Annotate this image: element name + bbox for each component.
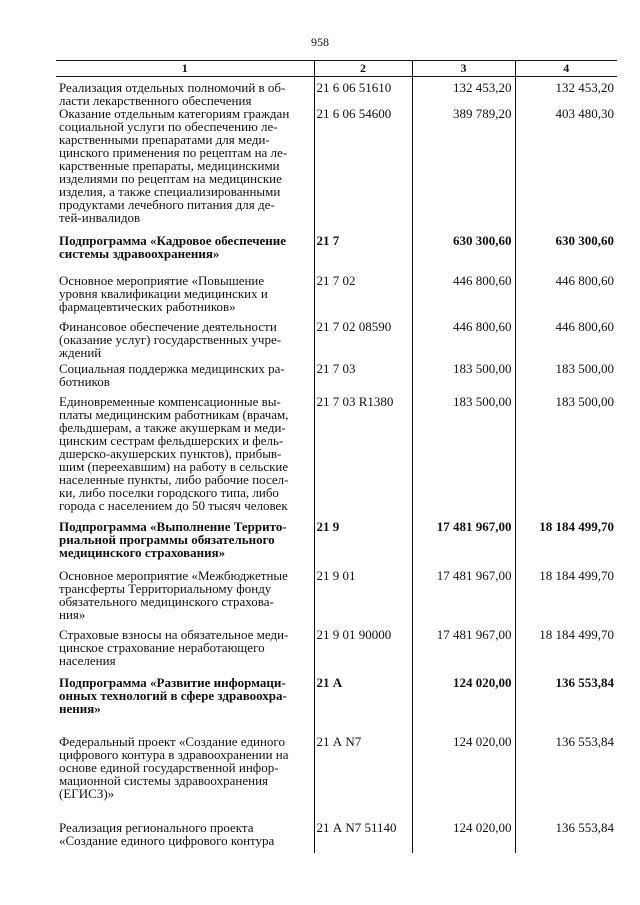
row-name: Оказание отдельным категориям граждан социальной услуги по обеспечению ле- карственными препаратами для меди- цинского применения по рецептам на ле- карственные препараты, медицинскими изделиями по рецептам на медицинские изделия, а также специализированными продуктами лечебного питания для де- тей-инвалидов xyxy=(59,106,290,225)
row-name: Единовременные компенсационные вы- платы медицинским работникам (врачам, фельдшерам, а также акушеркам и меди- цинским сестрам фельдшерских и фель- дшерско-акушерских пунктов), прибыв- шим (переехавшим) на работу в сельские населенные пункты, либо рабочие посел- ки, либо поселки городского типа, либо города с населением до 50 тысяч человек xyxy=(59,394,289,513)
budget-table xyxy=(56,60,617,853)
table-row xyxy=(56,107,617,234)
row-name: Подпрограмма «Выполнение Террито- риальной программы обязательного медицинского страхования» xyxy=(59,519,287,560)
row-value-col3: 124 020,00 xyxy=(412,676,515,735)
row-value-col4: 136 553,84 xyxy=(515,676,617,735)
table-row xyxy=(56,320,617,362)
row-value-col4: 136 553,84 xyxy=(515,735,617,821)
table-row xyxy=(56,395,617,518)
row-value-col4: 183 500,00 xyxy=(515,362,617,395)
row-name: Социальная поддержка медицинских ра- ботников xyxy=(59,361,285,389)
row-value-col3: 132 453,20 xyxy=(412,77,515,108)
table-row xyxy=(56,274,617,320)
row-name: Реализация отдельных полномочий в об- ласти лекарственного обеспечения xyxy=(59,80,286,108)
row-value-col4: 18 184 499,70 xyxy=(515,518,617,569)
row-code: 21 7 02 xyxy=(314,274,412,320)
table-row xyxy=(56,362,617,395)
row-value-col3: 124 020,00 xyxy=(412,821,515,853)
row-value-col3: 183 500,00 xyxy=(412,362,515,395)
row-code: 21 7 02 08590 xyxy=(314,320,412,362)
row-value-col4: 18 184 499,70 xyxy=(515,628,617,676)
row-value-col4: 183 500,00 xyxy=(515,395,617,518)
row-code: 21 А N7 xyxy=(314,735,412,821)
row-value-col3: 124 020,00 xyxy=(412,735,515,821)
row-name: Основное мероприятие «Межбюджетные трансферты Территориальному фонду обязательного медицинского страхова- ния» xyxy=(59,568,288,622)
row-code: 21 А N7 51140 xyxy=(314,821,412,853)
row-name: Подпрограмма «Кадровое обеспечение системы здравоохранения» xyxy=(59,233,287,261)
table-row xyxy=(56,821,617,853)
row-code: 21 9 01 xyxy=(314,569,412,628)
row-value-col4: 132 453,20 xyxy=(515,77,617,108)
row-value-col4: 403 480,30 xyxy=(515,107,617,234)
row-name: Основное мероприятие «Повышение уровня квалификации медицинских и фармацевтических работников» xyxy=(59,273,268,314)
row-value-col4: 446 800,60 xyxy=(515,320,617,362)
row-code: 21 6 06 51610 xyxy=(314,77,412,108)
row-name: Реализация регионального проекта «Создание единого цифрового контура xyxy=(59,820,275,848)
row-value-col3: 630 300,60 xyxy=(412,234,515,274)
table-row xyxy=(56,676,617,735)
row-code: 21 9 xyxy=(314,518,412,569)
row-value-col3: 17 481 967,00 xyxy=(412,628,515,676)
row-value-col3: 389 789,20 xyxy=(412,107,515,234)
row-code: 21 6 06 54600 xyxy=(314,107,412,234)
row-code: 21 А xyxy=(314,676,412,735)
table-row xyxy=(56,735,617,821)
row-name: Подпрограмма «Развитие информаци- онных технологий в сфере здравоохра- нения» xyxy=(59,675,287,716)
column-header-4: 4 xyxy=(515,61,617,77)
row-name: Федеральный проект «Создание единого цифрового контура в здравоохранении на основе единой государственной инфор- мационной системы здравоохранения (ЕГИСЗ)» xyxy=(59,734,289,801)
row-name: Страховые взносы на обязательное меди- цинское страхование неработающего населения xyxy=(59,627,289,668)
row-value-col4: 18 184 499,70 xyxy=(515,569,617,628)
column-header-2: 2 xyxy=(314,61,412,77)
column-header-1: 1 xyxy=(56,61,314,77)
table-row xyxy=(56,628,617,676)
table-row xyxy=(56,569,617,628)
table-header-row xyxy=(56,61,617,77)
column-header-3: 3 xyxy=(412,61,515,77)
row-code: 21 9 01 90000 xyxy=(314,628,412,676)
page-number: 958 xyxy=(311,35,329,49)
row-value-col4: 630 300,60 xyxy=(515,234,617,274)
table-row xyxy=(56,234,617,274)
row-value-col3: 17 481 967,00 xyxy=(412,569,515,628)
row-code: 21 7 xyxy=(314,234,412,274)
table-row xyxy=(56,518,617,569)
table-row xyxy=(56,77,617,108)
row-name: Финансовое обеспечение деятельности (оказание услуг) государственных учре- ждений xyxy=(59,319,282,360)
row-value-col3: 17 481 967,00 xyxy=(412,518,515,569)
row-value-col3: 183 500,00 xyxy=(412,395,515,518)
row-value-col3: 446 800,60 xyxy=(412,274,515,320)
row-value-col3: 446 800,60 xyxy=(412,320,515,362)
row-value-col4: 136 553,84 xyxy=(515,821,617,853)
row-code: 21 7 03 xyxy=(314,362,412,395)
row-value-col4: 446 800,60 xyxy=(515,274,617,320)
row-code: 21 7 03 R1380 xyxy=(314,395,412,518)
